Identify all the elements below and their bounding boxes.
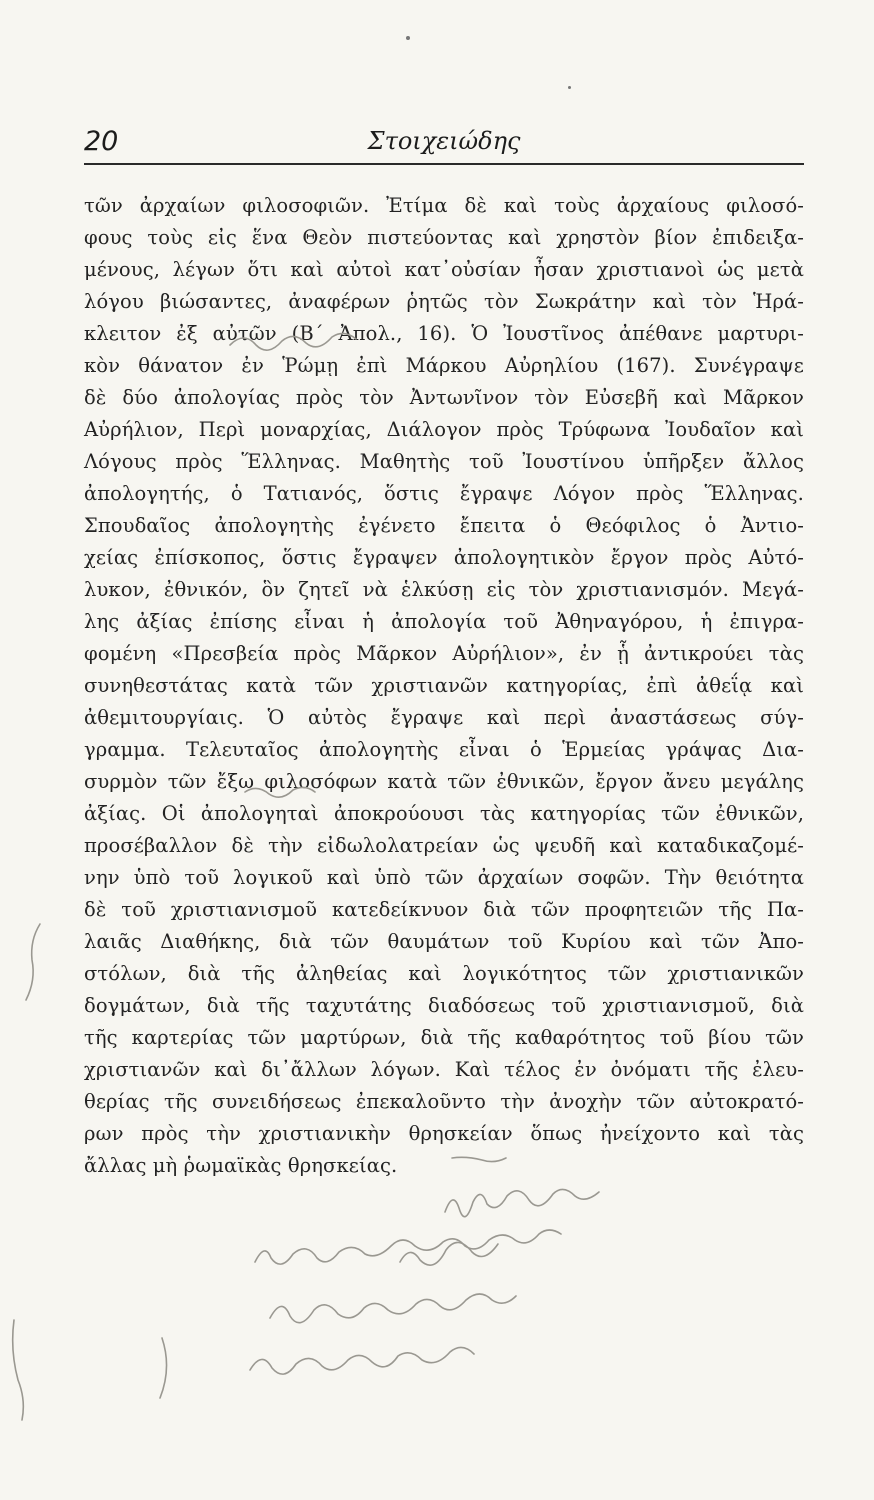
text-line: Λόγους πρὸς Ἕλληνας. Μαθητὴς τοῦ Ἰουστίνου ὑπῆρξεν ἄλλος (84, 450, 804, 473)
text-line: ρων πρὸς τὴν χριστιανικὴν θρησκείαν ὅπως ἠνείχοντο καὶ τὰς (84, 1122, 804, 1145)
text-line: δογμάτων, διὰ τῆς ταχυτάτης διαδόσεως τοῦ χριστιανισμοῦ, διὰ (84, 994, 804, 1017)
text-line: χριστιανῶν καὶ δι᾽ἄλλων λόγων. Καὶ τέλος ἐν ὀνόματι τῆς ἐλευ- (84, 1058, 804, 1081)
text-line: μένους, λέγων ὅτι καὶ αὐτοὶ κατ᾽οὐσίαν ἦσαν χριστιανοὶ ὡς μετὰ (84, 258, 804, 281)
text-line: φους τοὺς εἰς ἕνα Θεὸν πιστεύοντας καὶ χρηστὸν βίον ἐπιδειξα- (84, 226, 804, 249)
text-line: προσέβαλλον δὲ τὴν εἰδωλολατρείαν ὡς ψευδῆ καὶ καταδικαζομέ- (84, 834, 804, 857)
text-line: χείας ἐπίσκοπος, ὅστις ἔγραψεν ἀπολογητικὸν ἔργον πρὸς Αὐτό- (84, 546, 804, 569)
text-line: ἄλλας μὴ ῥωμαϊκὰς θρησκείας. (84, 1154, 398, 1177)
paper-speck (568, 86, 571, 89)
text-line: στόλων, διὰ τῆς ἀληθείας καὶ λογικότητος τῶν χριστιανικῶν (84, 962, 804, 985)
text-line: ἀθεμιτουργίαις. Ὁ αὐτὸς ἔγραψε καὶ περὶ ἀναστάσεως σύγ- (84, 706, 804, 729)
text-line: φομένη «Πρεσβεία πρὸς Μᾶρκον Αὐρήλιον», ἐν ᾗ ἀντικρούει τὰς (84, 642, 804, 665)
text-line: τῶν ἀρχαίων φιλοσοφιῶν. Ἐτίμα δὲ καὶ τοὺς ἀρχαίους φιλοσό- (84, 194, 804, 217)
text-line: γραμμα. Τελευταῖος ἀπολογητὴς εἶναι ὁ Ἑρμείας γράψας Δια- (84, 738, 804, 761)
header-rule (84, 163, 804, 165)
text-line: κὸν θάνατον ἐν Ῥώμῃ ἐπὶ Μάρκου Αὐρηλίου (167). Συνέγραψε (84, 354, 804, 377)
text-line: λης ἀξίας ἐπίσης εἶναι ἡ ἀπολογία τοῦ Ἀθηναγόρου, ἡ ἐπιγρα- (84, 610, 804, 633)
text-line: νην ὑπὸ τοῦ λογικοῦ καὶ ὑπὸ τῶν ἀρχαίων σοφῶν. Τὴν θειότητα (84, 866, 804, 889)
text-line: κλειτον ἐξ αὐτῶν (Β´ Ἀπολ., 16). Ὁ Ἰουστῖνος ἀπέθανε μαρτυρι- (84, 322, 804, 345)
text-line: Σπουδαῖος ἀπολογητὴς ἐγένετο ἔπειτα ὁ Θεόφιλος ὁ Ἀντιο- (84, 514, 804, 537)
text-line: λαιᾶς Διαθήκης, διὰ τῶν θαυμάτων τοῦ Κυρίου καὶ τῶν Ἀπο- (84, 930, 804, 953)
text-line: λόγου βιώσαντες, ἀναφέρων ῥητῶς τὸν Σωκράτην καὶ τὸν Ἡρά- (84, 290, 804, 313)
body-text (84, 190, 804, 1182)
text-line: συρμὸν τῶν ἔξω φιλοσόφων κατὰ τῶν ἐθνικῶν, ἔργον ἄνευ μεγάλης (84, 770, 804, 793)
text-line: ἀπολογητής, ὁ Τατιανός, ὅστις ἔγραψε Λόγον πρὸς Ἕλληνας. (84, 482, 804, 505)
text-line: θερίας τῆς συνειδήσεως ἐπεκαλοῦντο τὴν ἀνοχὴν τῶν αὐτοκρατό- (84, 1090, 804, 1113)
text-line: τῆς καρτερίας τῶν μαρτύρων, διὰ τῆς καθαρότητος τοῦ βίου τῶν (84, 1026, 804, 1049)
page-number: 20 (84, 126, 119, 157)
text-line: λυκον, ἐθνικόν, ὃν ζητεῖ νὰ ἑλκύσῃ εἰς τὸν χριστιανισμόν. Μεγά- (84, 578, 804, 601)
text-line: συνηθεστάτας κατὰ τῶν χριστιανῶν κατηγορίας, ἐπὶ ἀθεΐᾳ καὶ (84, 674, 804, 697)
text-line: Αὐρήλιον, Περὶ μοναρχίας, Διάλογον πρὸς Τρύφωνα Ἰουδαῖον καὶ (84, 418, 804, 441)
paper-speck (406, 36, 410, 40)
running-title: Στοιχειώδης (367, 127, 521, 155)
text-line: ἀξίας. Οἱ ἀπολογηταὶ ἀποκρούουσι τὰς κατηγορίας τῶν ἐθνικῶν, (84, 802, 804, 825)
page-header (84, 126, 804, 162)
text-line: δὲ δύο ἀπολογίας πρὸς τὸν Ἀντωνῖνον τὸν Εὐσεβῆ καὶ Μᾶρκον (84, 386, 804, 409)
text-line: δὲ τοῦ χριστιανισμοῦ κατεδείκνυον διὰ τῶν προφητειῶν τῆς Πα- (84, 898, 804, 921)
